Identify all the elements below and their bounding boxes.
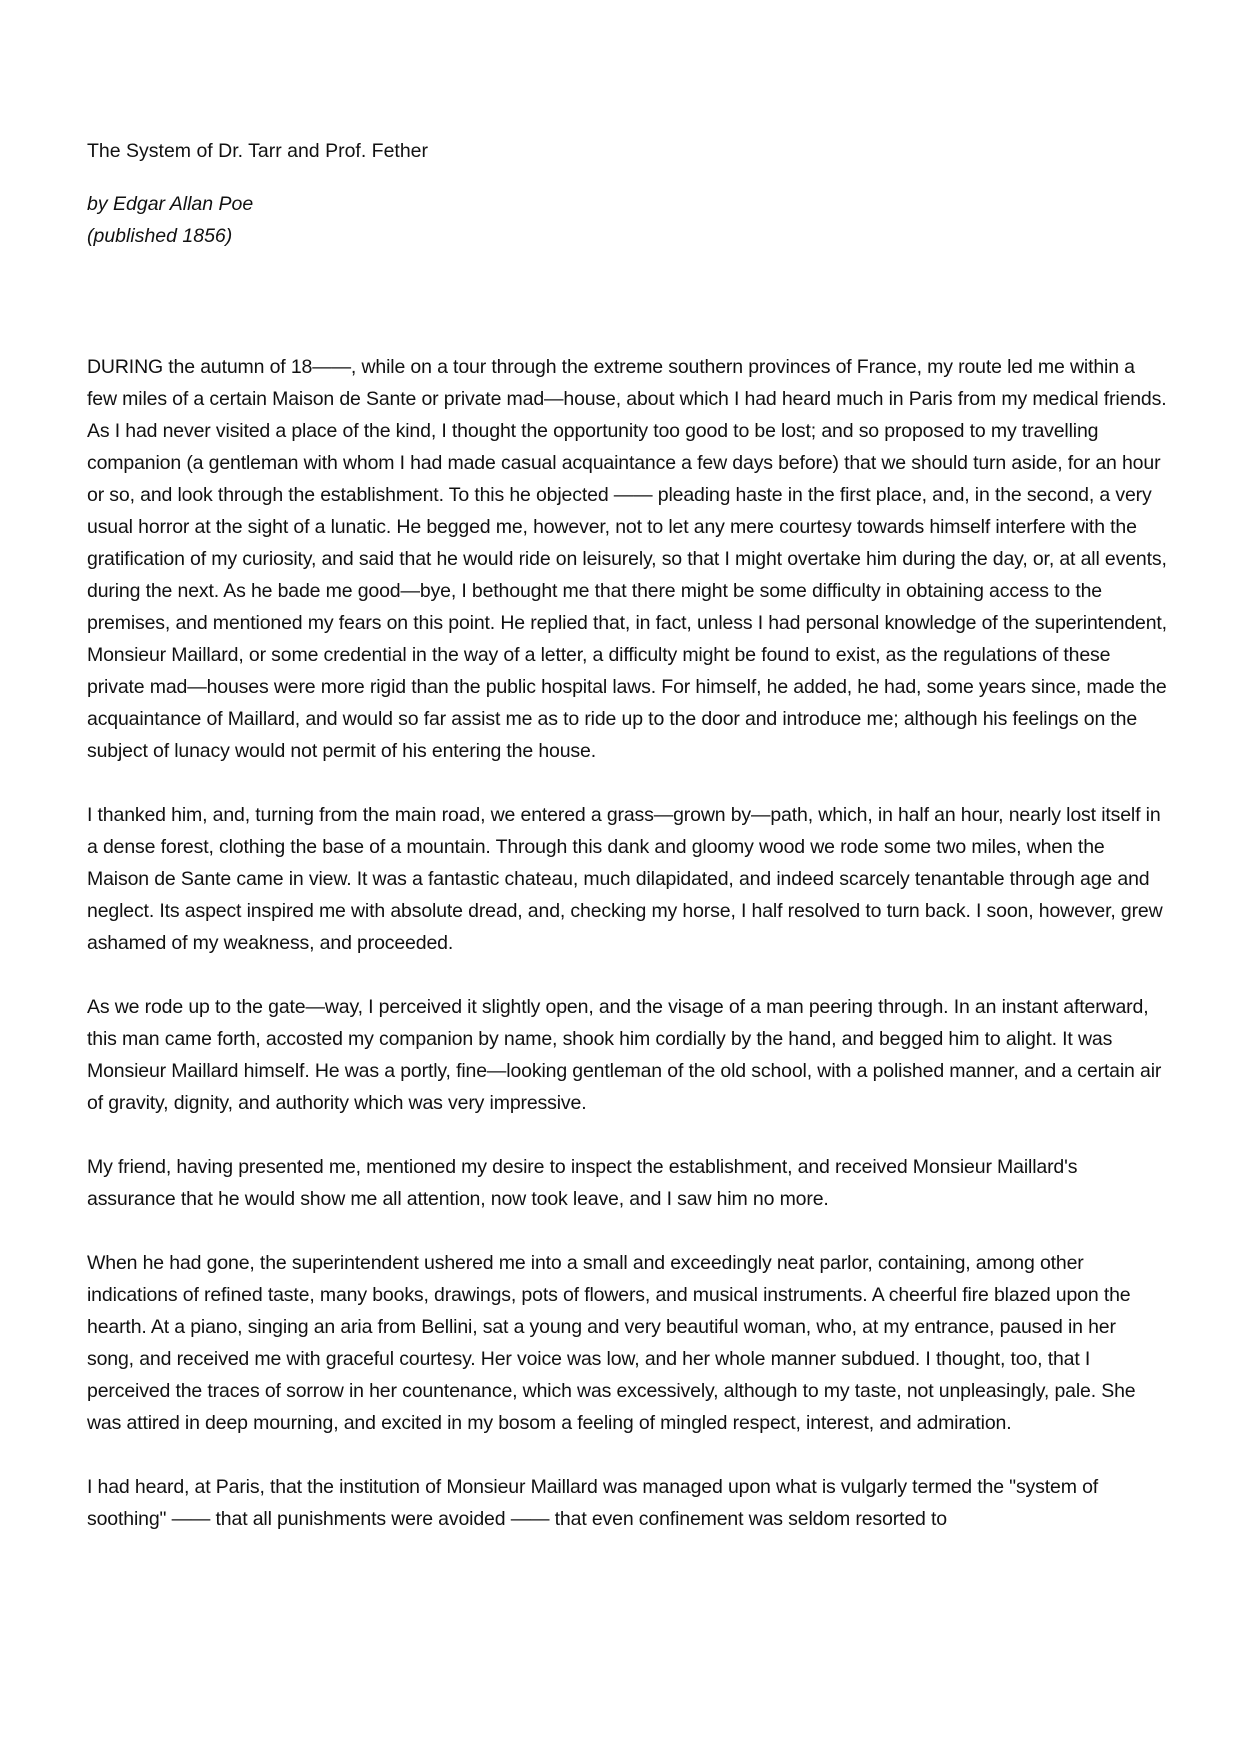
byline xyxy=(87,188,253,252)
paragraph-1: DURING the autumn of 18——, while on a tour through the extreme southern provinces of France, my route led me within a few miles of a certain Maison de Sante or private mad—house, about which I had heard much in Paris from my medical friends. As I had never visited a place of the kind, I thought the opportunity too good to be lost; and so proposed to my travelling companion (a gentleman with whom I had made casual acquaintance a few days before) that we should turn aside, for an hour or so, and look through the establishment. To this he objected —— pleading haste in the first place, and, in the second, a very usual horror at the sight of a lunatic. He begged me, however, not to let any mere courtesy towards himself interfere with the gratification of my curiosity, and said that he would ride on leisurely, so that I might overtake him during the day, or, at all events, during the next. As he bade me good—bye, I bethought me that there might be some difficulty in obtaining access to the premises, and mentioned my fears on this point. He replied that, in fact, unless I had personal knowledge of the superintendent, Monsieur Maillard, or some credential in the way of a letter, a difficulty might be found to exist, as the regulations of these private mad—houses were more rigid than the public hospital laws. For himself, he added, he had, some years since, made the acquaintance of Maillard, and would so far assist me as to ride up to the door and introduce me; although his feelings on the subject of lunacy would not permit of his entering the house. xyxy=(87,356,1167,762)
published-line: (published 1856) xyxy=(87,225,233,247)
paragraph-6: I had heard, at Paris, that the institution of Monsieur Maillard was managed upon what is vulgarly termed the "system of soothing" —— that all punishments were avoided —— that even confinement was seldom resorted to xyxy=(87,1476,1099,1530)
author-line: by Edgar Allan Poe xyxy=(87,193,254,215)
document-title: The System of Dr. Tarr and Prof. Fether xyxy=(87,140,429,162)
paragraph-2: I thanked him, and, turning from the main road, we entered a grass—grown by—path, which, in half an hour, nearly lost itself in a dense forest, clothing the base of a mountain. Through this dank and gloomy wood we rode some two miles, when the Maison de Sante came in view. It was a fantastic chateau, much dilapidated, and indeed scarcely tenantable through age and neglect. Its aspect inspired me with absolute dread, and, checking my horse, I half resolved to turn back. I soon, however, grew ashamed of my weakness, and proceeded. xyxy=(87,804,1163,954)
paragraph-5: When he had gone, the superintendent ushered me into a small and exceedingly neat parlor, containing, among other indications of refined taste, many books, drawings, pots of flowers, and musical instruments. A cheerful fire blazed upon the hearth. At a piano, singing an aria from Bellini, sat a young and very beautiful woman, who, at my entrance, paused in her song, and received me with graceful courtesy. Her voice was low, and her whole manner subdued. I thought, too, that I perceived the traces of sorrow in her countenance, which was excessively, although to my taste, not unpleasingly, pale. She was attired in deep mourning, and excited in my bosom a feeling of mingled respect, interest, and admiration. xyxy=(87,1252,1136,1434)
body-text xyxy=(87,351,1167,1567)
paragraph-4: My friend, having presented me, mentioned my desire to inspect the establishment, and received Monsieur Maillard's assurance that he would show me all attention, now took leave, and I saw him no more. xyxy=(87,1156,1078,1210)
paragraph-3: As we rode up to the gate—way, I perceived it slightly open, and the visage of a man peering through. In an instant afterward, this man came forth, accosted my companion by name, shook him cordially by the hand, and begged him to alight. It was Monsieur Maillard himself. He was a portly, fine—looking gentleman of the old school, with a polished manner, and a certain air of gravity, dignity, and authority which was very impressive. xyxy=(87,996,1162,1114)
